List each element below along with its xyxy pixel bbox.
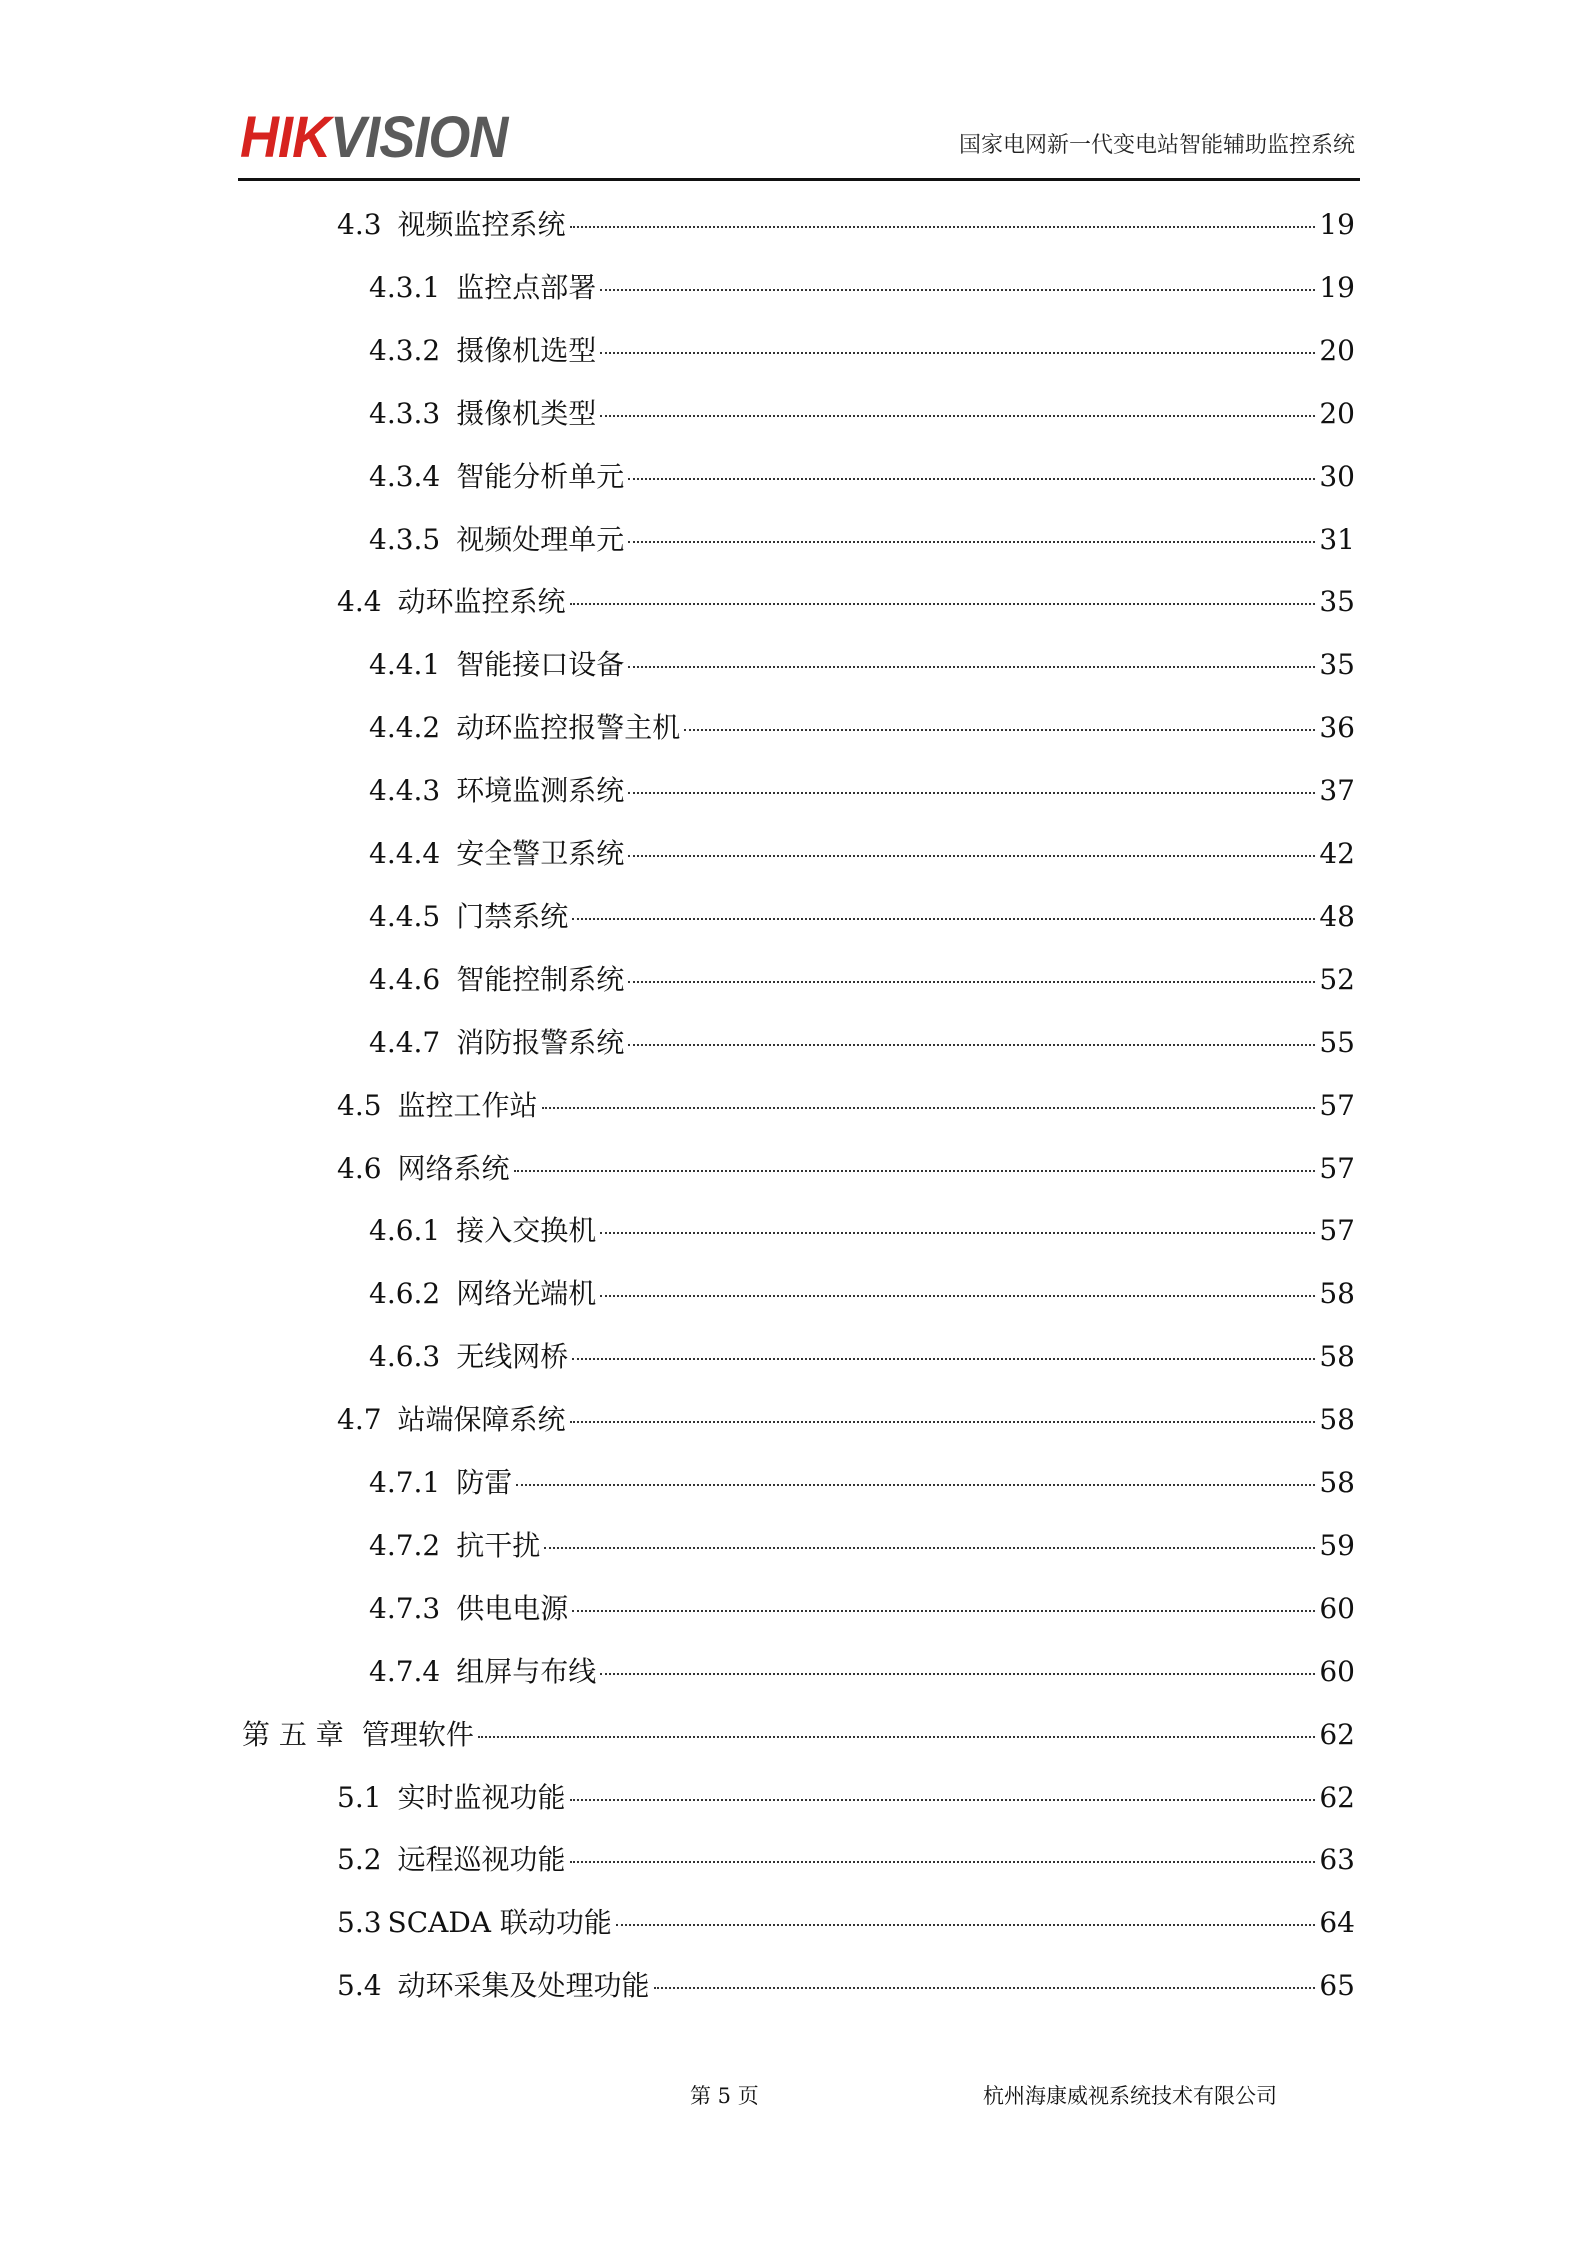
toc-entry-number: 4.4.1 <box>369 648 441 682</box>
toc-entry-title: 网络光端机 <box>456 1277 597 1311</box>
toc-dot-leader <box>628 662 1315 668</box>
toc-entry-page: 57 <box>1319 1151 1355 1185</box>
toc-dot-leader <box>628 537 1315 543</box>
toc-dot-leader <box>570 222 1316 228</box>
toc-entry[interactable] <box>369 382 1355 445</box>
toc-entry-number: 4.7.2 <box>369 1528 441 1562</box>
toc-dot-leader <box>684 725 1315 731</box>
toc-entry-page: 20 <box>1319 333 1355 367</box>
toc-entry-title: 动环监控系统 <box>397 585 566 619</box>
toc-entry-number: 4.4.4 <box>369 837 441 870</box>
toc-dot-leader <box>600 411 1315 417</box>
logo-vision: VISION <box>330 105 508 170</box>
toc-entry-page: 42 <box>1319 837 1355 870</box>
toc-entry-page: 57 <box>1319 1088 1355 1122</box>
toc-entry-number: 4.3.3 <box>369 396 441 430</box>
toc-entry-number: 4.3.5 <box>369 522 441 556</box>
toc-entry-title: 站端保障系统 <box>397 1403 566 1437</box>
toc-dot-leader <box>600 1228 1315 1234</box>
toc-entry-title: 环境监测系统 <box>456 774 625 808</box>
toc-entry-page: 30 <box>1319 459 1355 493</box>
toc-entry-page: 60 <box>1319 1591 1355 1625</box>
toc-entry-title: 网络系统 <box>397 1151 510 1185</box>
toc-dot-leader <box>514 1166 1316 1172</box>
toc-entry-number: 5.2 <box>337 1843 382 1877</box>
toc-entry-page: 64 <box>1319 1906 1355 1940</box>
toc-entry-number: 4.4.6 <box>369 962 441 996</box>
toc-entry-number: 4.7.4 <box>369 1654 441 1688</box>
toc-entry[interactable] <box>369 885 1355 948</box>
toc-entry-number: 4.3.1 <box>369 270 441 304</box>
toc-entry[interactable] <box>337 1766 1355 1829</box>
toc-dot-leader <box>478 1732 1316 1738</box>
toc-entry-page: 62 <box>1319 1717 1355 1751</box>
toc-entry-page: 20 <box>1319 396 1355 430</box>
toc-entry-number: 4.6.2 <box>369 1277 441 1311</box>
page-number: 第 5 页 <box>690 2084 759 2108</box>
toc-entry-number: 5.1 <box>337 1780 382 1814</box>
toc-entry-title: 视频监控系统 <box>397 208 566 241</box>
toc-entry-title: 智能接口设备 <box>456 648 625 682</box>
toc-entry[interactable] <box>369 319 1355 382</box>
toc-entry-number: 5.4 <box>337 1969 382 2003</box>
toc-entry[interactable] <box>369 508 1355 571</box>
toc-entry-page: 19 <box>1319 270 1355 304</box>
toc-entry-number: 第 五 章 <box>242 1717 344 1751</box>
toc-entry-number: 4.7 <box>337 1403 382 1437</box>
toc-dot-leader <box>542 1103 1316 1109</box>
toc-entry-page: 35 <box>1319 585 1355 619</box>
toc-dot-leader <box>544 1543 1315 1549</box>
toc-dot-leader <box>600 285 1315 291</box>
toc-dot-leader <box>616 1920 1315 1926</box>
toc-entry-number: 4.4.2 <box>369 711 441 745</box>
toc-dot-leader <box>570 1417 1316 1423</box>
toc-entry[interactable] <box>337 1388 1355 1451</box>
header-divider <box>238 178 1360 181</box>
toc-dot-leader <box>572 1606 1315 1612</box>
toc-entry-title: 组屏与布线 <box>456 1654 597 1688</box>
toc-entry-page: 58 <box>1319 1403 1355 1437</box>
toc-entry[interactable] <box>337 1954 1355 2017</box>
toc-entry-number: 4.5 <box>337 1088 382 1122</box>
toc-entry-title: 动环采集及处理功能 <box>397 1969 650 2003</box>
toc-entry[interactable] <box>337 193 1355 256</box>
toc-entry-page: 57 <box>1319 1214 1355 1248</box>
toc-dot-leader <box>570 1857 1316 1863</box>
toc-dot-leader <box>628 1040 1315 1046</box>
toc-entry[interactable] <box>337 1074 1355 1137</box>
toc-entry-number: 4.3 <box>337 208 382 241</box>
toc-entry-title: 管理软件 <box>361 1717 474 1751</box>
toc-dot-leader <box>600 1291 1315 1297</box>
toc-entry-title: 摄像机类型 <box>456 396 597 430</box>
company-name: 杭州海康威视系统技术有限公司 <box>983 2084 1277 2108</box>
toc-entry-title: 动环监控报警主机 <box>456 711 681 745</box>
toc-dot-leader <box>600 348 1315 354</box>
toc-dot-leader <box>516 1480 1315 1486</box>
hikvision-logo <box>240 104 507 171</box>
toc-entry-page: 58 <box>1319 1277 1355 1311</box>
toc-entry-number: 4.3.2 <box>369 333 441 367</box>
toc-entry[interactable] <box>369 1640 1355 1703</box>
toc-entry-number: 4.4 <box>337 585 382 619</box>
toc-entry[interactable] <box>369 1199 1355 1262</box>
toc-dot-leader <box>570 599 1316 605</box>
toc-entry-number: 4.4.7 <box>369 1025 441 1059</box>
toc-entry-number: 4.7.3 <box>369 1591 441 1625</box>
toc-entry-title: 智能控制系统 <box>456 962 625 996</box>
toc-entry-number: 4.6 <box>337 1151 382 1185</box>
toc-entry-page: 36 <box>1319 711 1355 745</box>
toc-entry-title: 监控点部署 <box>456 270 597 304</box>
toc-entry-title: 远程巡视功能 <box>397 1843 566 1877</box>
toc-dot-leader <box>628 977 1315 983</box>
toc-entry-title: 视频处理单元 <box>456 522 625 556</box>
toc-entry-title: 接入交换机 <box>456 1214 597 1248</box>
toc-entry[interactable] <box>242 1703 1355 1766</box>
toc-dot-leader <box>628 788 1315 794</box>
toc-entry-title: 实时监视功能 <box>397 1780 566 1814</box>
toc-entry-page: 52 <box>1319 962 1355 996</box>
toc-entry-title: 供电电源 <box>456 1591 569 1625</box>
toc-dot-leader <box>628 851 1315 857</box>
toc-entry-page: 58 <box>1319 1340 1355 1374</box>
toc-entry-title: 智能分析单元 <box>456 459 625 493</box>
toc-entry[interactable] <box>337 570 1355 633</box>
toc-entry[interactable] <box>337 1828 1355 1891</box>
toc-entry-title: 防雷 <box>456 1466 513 1499</box>
toc-entry-page: 65 <box>1319 1969 1355 2003</box>
toc-entry-page: 35 <box>1319 648 1355 682</box>
toc-entry-title: 消防报警系统 <box>456 1025 625 1059</box>
toc-entry[interactable] <box>369 1262 1355 1325</box>
toc-entry-page: 63 <box>1319 1843 1355 1877</box>
toc-entry[interactable] <box>337 1891 1355 1954</box>
toc-entry-page: 58 <box>1319 1466 1355 1499</box>
toc-dot-leader <box>572 914 1315 920</box>
toc-entry[interactable] <box>369 696 1355 759</box>
toc-entry-number: 4.4.5 <box>369 899 441 933</box>
toc-entry[interactable] <box>369 948 1355 1011</box>
toc-entry-number: 4.7.1 <box>369 1466 441 1499</box>
toc-entry[interactable] <box>369 822 1355 885</box>
toc-dot-leader <box>654 1983 1316 1989</box>
toc-entry-number: 4.6.3 <box>369 1340 441 1374</box>
toc-entry[interactable] <box>369 1011 1355 1074</box>
toc-entry[interactable] <box>369 445 1355 508</box>
toc-entry-title: 监控工作站 <box>397 1088 538 1122</box>
toc-dot-leader <box>600 1669 1315 1675</box>
toc-entry-title: 无线网桥 <box>456 1340 569 1374</box>
toc-entry-page: 37 <box>1319 774 1355 808</box>
toc-entry[interactable] <box>369 759 1355 822</box>
toc-entry-number: 4.3.4 <box>369 459 441 493</box>
toc-entry[interactable] <box>369 256 1355 319</box>
toc-entry[interactable] <box>369 1577 1355 1640</box>
toc-entry-number: 4.6.1 <box>369 1214 441 1248</box>
toc-entry-page: 19 <box>1319 208 1355 241</box>
toc-entry-page: 31 <box>1319 522 1355 556</box>
toc-entry-number: 5.3 <box>337 1906 382 1940</box>
toc-dot-leader <box>628 474 1315 480</box>
toc-entry-page: 60 <box>1319 1654 1355 1688</box>
toc-entry-page: 62 <box>1319 1780 1355 1814</box>
toc-entry-title: 门禁系统 <box>456 899 569 933</box>
toc-entry[interactable] <box>369 1514 1355 1577</box>
toc-entry-title: 安全警卫系统 <box>456 837 625 870</box>
toc-dot-leader <box>570 1795 1316 1801</box>
toc-entry[interactable] <box>369 1325 1355 1388</box>
toc-entry-page: 59 <box>1319 1528 1355 1562</box>
toc-entry-title: SCADA 联动功能 <box>387 1906 612 1940</box>
logo-hik: HIK <box>240 105 331 170</box>
toc-entry[interactable] <box>369 1451 1355 1514</box>
toc-entry-title: 抗干扰 <box>456 1528 541 1562</box>
toc-entry[interactable] <box>369 633 1355 696</box>
toc-entry-number: 4.4.3 <box>369 774 441 808</box>
toc-entry[interactable] <box>337 1137 1355 1200</box>
document-title: 国家电网新一代变电站智能辅助监控系统 <box>958 133 1355 158</box>
toc-dot-leader <box>572 1354 1315 1360</box>
toc-entry-page: 48 <box>1319 899 1355 933</box>
toc-entry-page: 55 <box>1319 1025 1355 1059</box>
toc-entry-title: 摄像机选型 <box>456 333 597 367</box>
